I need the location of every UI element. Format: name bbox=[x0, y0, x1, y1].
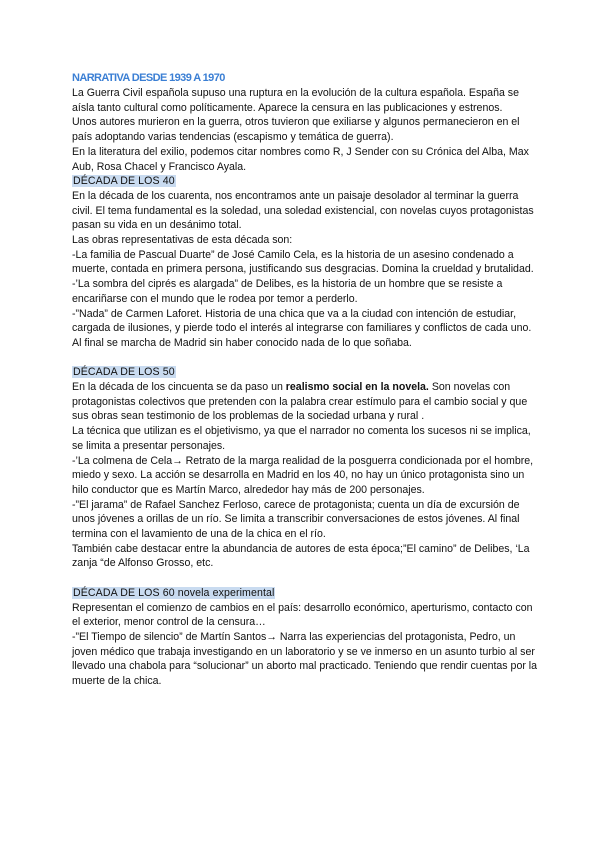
spacer bbox=[72, 351, 540, 366]
text-run: Son novelas con protagonistas colectivos que pretenden con la palabra crear estímulo para el cambio social y que sus obras sean testimonio de los problemas de la sociedad urbana y rural . bbox=[72, 381, 528, 423]
section-40s-paragraph: -La familia de Pascual Duarte” de José Camilo Cela, es la historia de un asesino condenado a muerte, contada en primera persona, justificando sus desgracias. Domina la crueldad y brutalidad. bbox=[72, 248, 534, 276]
section-heading-60s: DÉCADA DE LOS 60 novela experimental bbox=[73, 586, 275, 599]
section-40s-paragraph: -”Nada” de Carmen Laforet. Historia de una chica que va a la ciudad con intención de estudiar, cargada de ilusiones, y pierde todo el interés al integrarse con familiares y conflictos de cada uno. Al final se marcha de Madrid sin haber conocido nada de lo que soñaba. bbox=[72, 307, 532, 349]
intro-paragraph: En la literatura del exilio, podemos citar nombres como R, J Sender con su Crónica del Alba, Max Aub, Rosa Chacel y Francisco Ayala. bbox=[72, 145, 529, 173]
text-run: En la década de los cincuenta se da paso un bbox=[72, 381, 286, 394]
section-heading-40s: DÉCADA DE LOS 40 bbox=[73, 175, 175, 188]
section-40s-paragraph: -’La sombra del ciprés es alargada” de Delibes, es la historia de un hombre que se resiste a encariñarse con el mundo que le rodea por temor a perderlo. bbox=[72, 278, 503, 305]
intro-paragraph: Unos autores murieron en la guerra, otros tuvieron que exiliarse y algunos permanecieron en el país adoptando varias tendencias (escapismo y temática de guerra). bbox=[72, 116, 520, 144]
section-heading-60s-row bbox=[72, 586, 540, 601]
intro-paragraph: La Guerra Civil española supuso una ruptura en la evolución de la cultura española. España se aísla tanto cultural como políticamente. Aparece la censura en las publicaciones y estrenos. bbox=[72, 87, 519, 114]
spacer bbox=[72, 571, 540, 586]
section-heading-40s-row bbox=[72, 174, 540, 189]
section-40s-paragraph: Las obras representativas de esta década son: bbox=[72, 234, 293, 247]
section-60s-paragraph: Representan el comienzo de cambios en el país: desarrollo económico, aperturismo, contacto con el exterior, menor control de la censura… bbox=[72, 601, 533, 629]
section-50s-paragraph bbox=[72, 380, 540, 424]
section-40s-paragraph: En la década de los cuarenta, nos encontramos ante un paisaje desolador al terminar la guerra civil. El tema fundamental es la soledad, una soledad existencial, con novelas cuyos protagonistas pasan su vida en un desánimo total. bbox=[72, 189, 534, 232]
section-50s-paragraph: También cabe destacar entre la abundancia de autores de esta época;”El camino” de Delibes, ‘La zanja “de Alfonso Grosso, etc. bbox=[72, 542, 530, 570]
bold-text: realismo social en la novela. bbox=[285, 381, 429, 394]
section-heading-50s: DÉCADA DE LOS 50 bbox=[73, 366, 175, 379]
section-50s-paragraph: La técnica que utilizan es el objetivismo, ya que el narrador no comenta los sucesos ni se implica, se limita a presentar personajes. bbox=[72, 425, 531, 452]
section-heading-50s-row bbox=[72, 365, 540, 380]
section-50s-paragraph: -’La colmena de Cela→ Retrato de la marga realidad de la posguerra condicionada por el hombre, miedo y sexo. La acción se desarrolla en Madrid en los 40, no hay un único protagonista sino un hilo conductor que es Martín Marco, alrededor hay más de 200 personajes. bbox=[72, 454, 534, 496]
section-60s-paragraph: -”El Tiempo de silencio” de Martín Santos→ Narra las experiencias del protagonista, Pedro, un joven médico que trabaja investigando en un laboratorio y se ve inmerso en un asunto turbio al ser llevado una chabola para “solucionar” un aborto mal practicado. Teniendo que rendir cuentas por la muerte de la chica. bbox=[72, 630, 538, 688]
document-title: NARRATIVA DESDE 1939 A 1970 bbox=[72, 72, 225, 84]
section-50s-paragraph: -”El jarama” de Rafael Sanchez Ferloso, carece de protagonista; cuenta un día de excursión de unos jóvenes a orillas de un río. Se limita a transcribir conversaciones de estos jóvenes. Al final termina con el lavamiento de una de la chica en el río. bbox=[72, 498, 520, 541]
